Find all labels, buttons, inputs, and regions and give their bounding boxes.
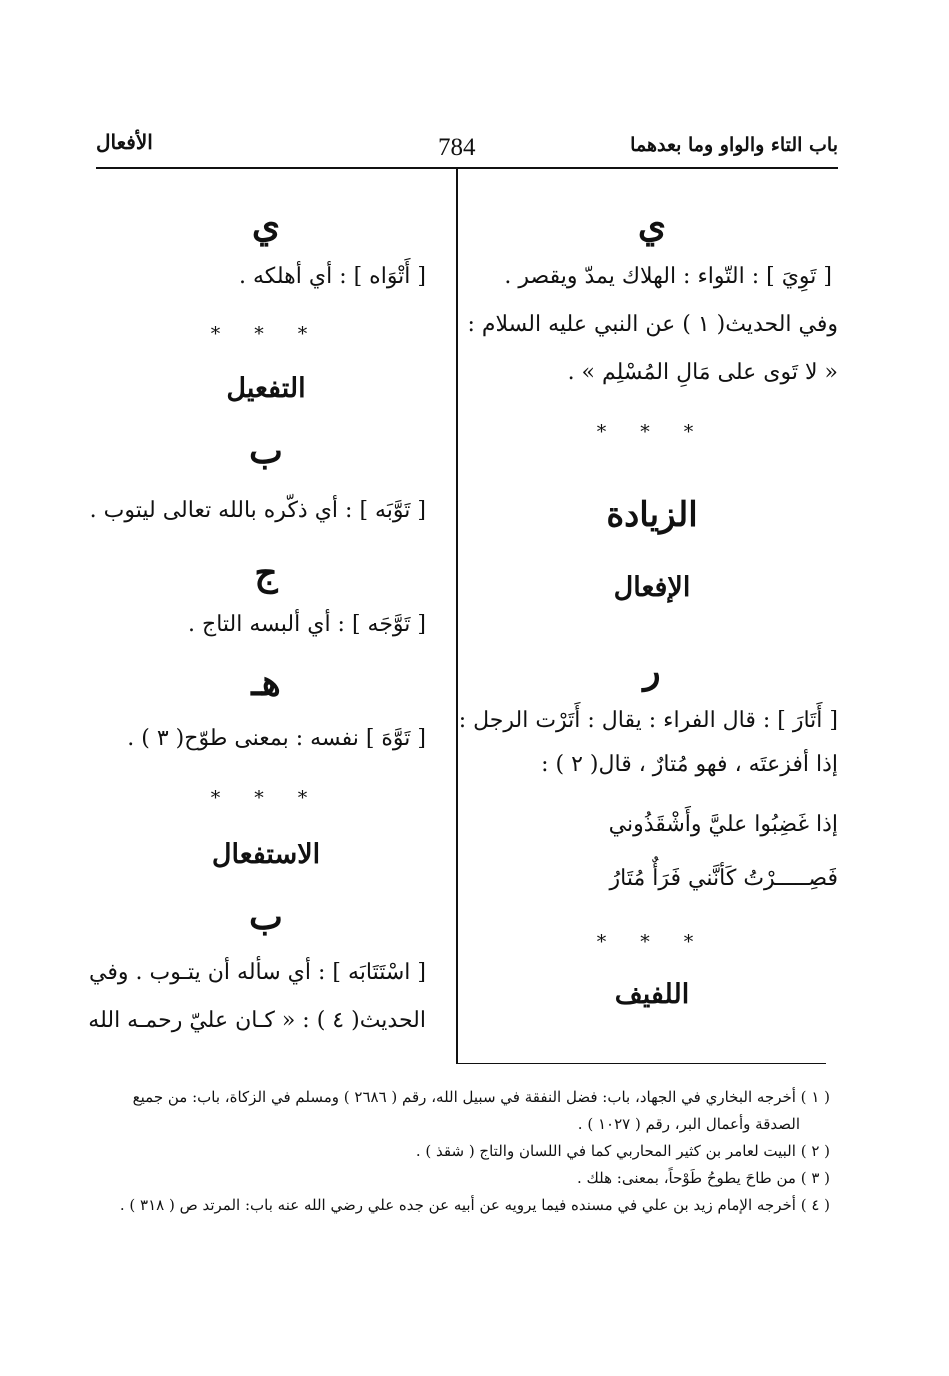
letter-heading: ي [251,204,281,246]
section-separator: * * * [596,421,708,443]
section-separator: * * * [210,323,322,345]
entry-line: [ أَتَارَ ] : قال الفراء : يقال : أَتَرْت الرجل : [458,708,838,733]
footnote: الصدقة وأعمال البر، رقم ( ١٠٢٧ ) . [577,1115,800,1133]
footnote: ( ٣ ) من طاحَ يطوحُ طَوْحاً، بمعنى: هلك . [576,1169,830,1187]
footnote-rule [456,1063,826,1064]
verse-line: فَصِـــــرْتُ كَأنَّني فَرَأٌ مُتَارُ [609,866,838,891]
footnotes [90,1084,830,1219]
column-divider [456,169,458,1064]
entry-line: « لا تَوى على مَالِ المُسْلِم » . [567,360,838,385]
letter-heading: ي [637,204,667,246]
entry-line: [ أَتْوَاه ] : أي أهلكه . [238,264,426,289]
footnote: ( ٤ ) أخرجه الإمام زيد بن علي في مسنده فيما يرويه عن أبيه عن جده علي رضي الله عنه باب: المرتد ص ( ٣١٨ ) . [119,1196,830,1214]
footnote: ( ٢ ) البيت لعامر بن كثير المحاربي كما في اللسان والتاج ( شقذ ) . [415,1142,830,1160]
entry-line: [ تَوِيَ ] : التّواء : الهلاك يمدّ ويقصر . [504,264,832,289]
section-heading: الاستفعال [211,839,321,870]
section-heading: اللفيف [614,979,690,1010]
entry-line: الحديث( ٤ ) : « كـان عليّ رحمـه الله [88,1008,426,1033]
chapter-title: باب التاء والواو وما بعدهما [630,134,838,156]
footnote: ( ١ ) أخرجه البخاري في الجهاد، باب: فضل النفقة في سبيل الله، رقم ( ٢٦٨٦ ) ومسلم في الزكاة، باب: من جميع [132,1088,830,1106]
letter-heading: هـ [251,662,281,704]
section-heading: الزيادة [606,495,698,535]
entry-line: [ اسْتَتَابَه ] : أي سأله أن يتـوب . وفي [89,960,426,985]
section-separator: * * * [210,787,322,809]
page-header [96,126,838,166]
header-rule [96,167,838,169]
letter-heading: ب [249,430,283,472]
entry-line: [ تَوَّجَه ] : أي ألبسه التاج . [188,612,426,637]
verse-line: إذا غَضِبُوا عليَّ وأَشْقَذُوني [608,812,838,837]
entry-line: إذا أفزعتَه ، فهو مُتارٌ ، قال( ٢ ) : [541,752,838,777]
entry-line: [ تَوَّهَ ] نفسه : بمعنى طوّح( ٣ ) . [127,726,426,751]
entry-line: وفي الحديث( ١ ) عن النبي عليه السلام : [467,312,838,337]
page-number: 784 [438,134,476,161]
letter-heading: ج [254,552,278,594]
entry-line: [ تَوَّبَه ] : أي ذكّره بالله تعالى ليتوب . [89,498,426,523]
subsection-heading: الإفعال [613,572,691,603]
section-heading: التفعيل [226,373,306,404]
letter-heading: ب [249,896,283,938]
section-title: الأفعال [96,130,153,154]
letter-heading: ر [643,650,661,692]
section-separator: * * * [596,931,708,953]
